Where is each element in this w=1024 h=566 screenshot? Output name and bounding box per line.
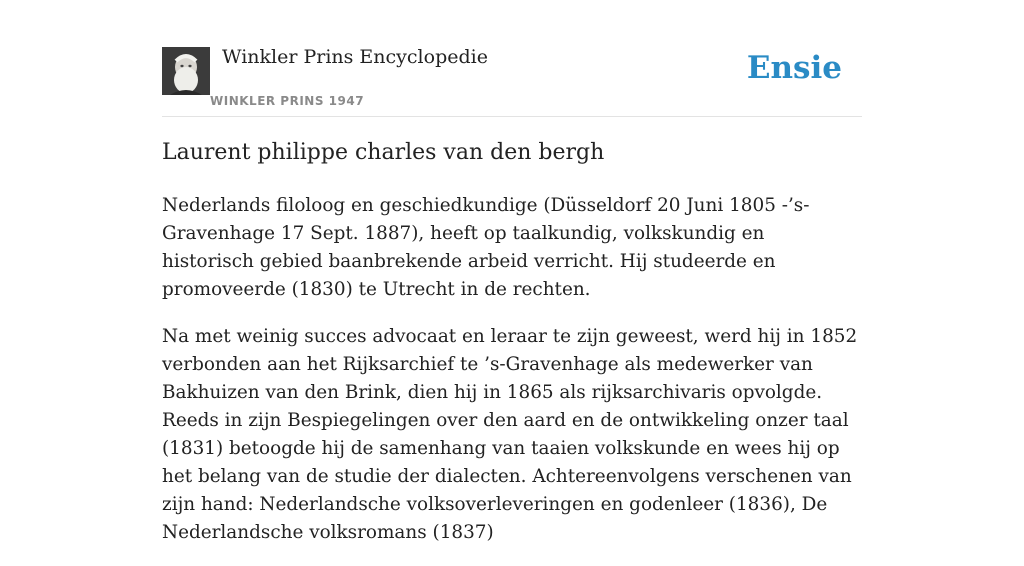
- site-subtitle[interactable]: WINKLER PRINS 1947: [210, 94, 365, 108]
- article-paragraph: Na met weinig succes advocaat en leraar te zijn geweest, werd hij in 1852 verbonden aan het Rijksarchief te ’s-Gravenhage als medewerker van Bakhuizen van den Brink, dien hij in 1865 als rijksarchivaris opvolgde. Reeds in zijn Bespiegelingen over den aard en de ontwikkeling onzer taal (1831) betoogde hij de samenhang van taaien volkskunde en wees hij op het belang van de studie der dialecten. Achtereenvolgens verschenen van zijn hand: Nederlandsche volksoverleveringen en godenleer (1836), De Nederlandsche volksromans (1837): [162, 326, 858, 543]
- avatar[interactable]: [162, 47, 210, 95]
- header: [162, 0, 862, 117]
- article-body: [162, 192, 862, 566]
- page: [162, 0, 862, 543]
- brand-logo[interactable]: Ensie: [746, 50, 842, 86]
- article-title: Laurent philippe charles van den bergh: [162, 140, 605, 165]
- article-paragraph: Nederlands filoloog en geschiedkundige (Düsseldorf 20 Juni 1805 -’s-Gravenhage 17 Sept. 1887), heeft op taalkundig, volkskundig en historisch gebied baanbrekende arbeid verricht. Hij studeerde en promoveerde (1830) te Utrecht in de rechten.: [162, 195, 810, 300]
- site-title[interactable]: Winkler Prins Encyclopedie: [222, 46, 488, 68]
